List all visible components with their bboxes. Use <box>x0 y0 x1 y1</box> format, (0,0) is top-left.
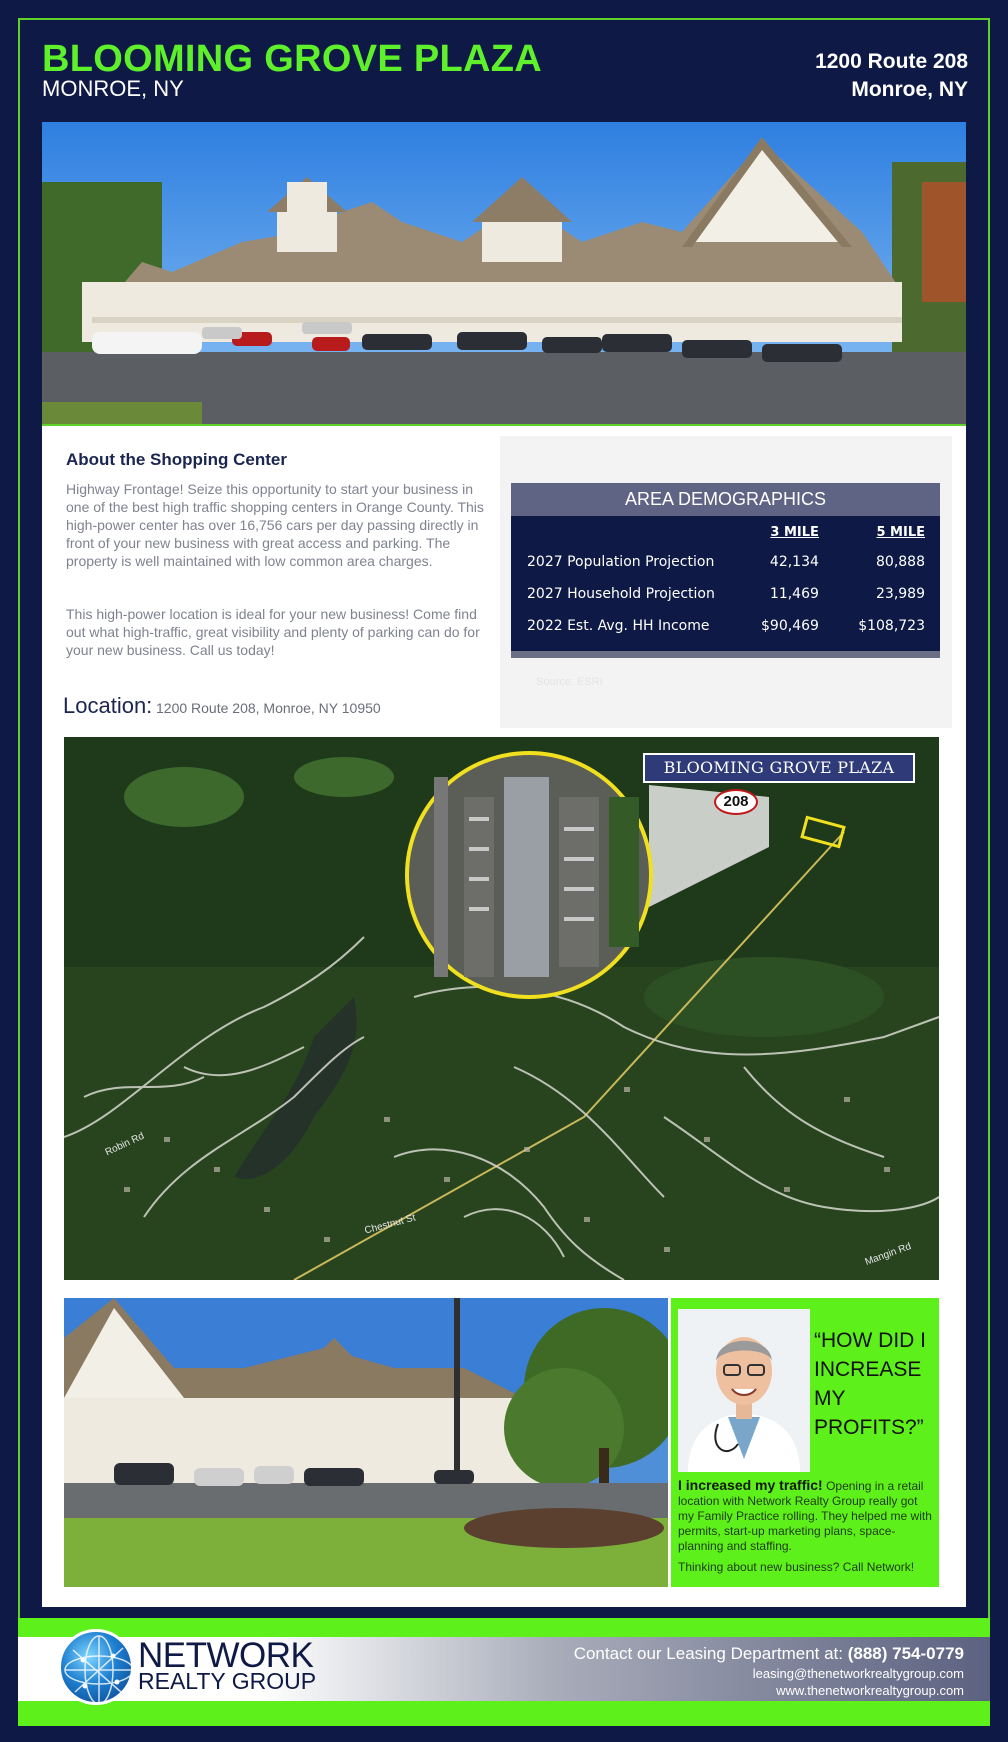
address-line-2: Monroe, NY <box>851 78 968 101</box>
about-paragraph-1: Highway Frontage! Seize this opportunity to start your business in one of the best high traffic shopping centers in Orange County. This high-power center has over 16,756 cars per day passing directly in front of your new business with great access and parking. The property is well maintained with low common area charges. <box>66 481 484 569</box>
column-header-3-mile: 3 MILE <box>770 525 819 540</box>
location-label: Location: <box>63 693 153 718</box>
page-subtitle: MONROE, NY <box>42 76 184 101</box>
aerial-map <box>64 737 939 1280</box>
testimonial-text: Opening in a retail location with Network Realty Group really got my Family Practice rolling. They helped me with permits, start-up marketing plans, space-planning and staffing. <box>678 1479 932 1553</box>
phone-number[interactable]: (888) 754-0779 <box>847 1644 964 1663</box>
website-link[interactable]: www.thenetworkrealtygroup.com <box>776 1683 964 1698</box>
table-row <box>527 578 925 610</box>
row-value-3-mile: $90,469 <box>761 618 819 634</box>
map-banner: BLOOMING GROVE PLAZA <box>643 753 915 783</box>
page-title: BLOOMING GROVE PLAZA <box>42 38 542 80</box>
row-value-5-mile: 23,989 <box>876 586 925 602</box>
email-link[interactable]: leasing@thenetworkrealtygroup.com <box>752 1666 964 1681</box>
doctor-photo <box>678 1309 810 1472</box>
row-label: 2022 Est. Avg. HH Income <box>527 618 710 634</box>
logo-text-realty-group: REALTY GROUP <box>138 1668 317 1694</box>
demographics-table <box>511 483 940 658</box>
column-header-5-mile: 5 MILE <box>876 525 925 540</box>
testimonial-lead: I increased my traffic! <box>678 1477 823 1493</box>
table-row <box>527 546 925 578</box>
demographics-heading: AREA DEMOGRAPHICS <box>511 483 940 516</box>
about-paragraph-2: This high-power location is ideal for your new business! Come find out what high-traffic, great visibility and plenty of parking can do for your new business. Call us today! <box>66 606 480 658</box>
testimonial-quote: “HOW DID I INCREASE MY PROFITS?” <box>814 1329 926 1439</box>
row-value-3-mile: 42,134 <box>769 554 819 570</box>
logo-text-network: NETWORK <box>138 1636 314 1675</box>
testimonial-cta: Thinking about new business? Call Network! <box>678 1560 915 1574</box>
row-label: 2027 Household Projection <box>527 586 715 602</box>
table-row <box>527 610 925 642</box>
contact-line <box>574 1644 964 1664</box>
address-line-1: 1200 Route 208 <box>815 50 968 73</box>
map-street-label: Chestnut St <box>363 1212 417 1237</box>
map-street-label: Robin Rd <box>103 1130 147 1159</box>
location-address: 1200 Route 208, Monroe, NY 10950 <box>156 700 381 716</box>
row-value-3-mile: 11,469 <box>769 586 819 602</box>
testimonial-panel <box>671 1298 939 1587</box>
contact-text: Contact our Leasing Department at: <box>573 1644 848 1663</box>
demographics-grid <box>527 525 925 642</box>
globe-logo-icon <box>58 1629 134 1705</box>
demographics-source: Source: ESRI <box>536 676 603 688</box>
route-shield-icon: 208 <box>714 789 758 815</box>
map-street-label: Mangin Rd <box>863 1241 913 1268</box>
row-label: 2027 Population Projection <box>527 554 715 570</box>
about-heading: About the Shopping Center <box>66 450 287 469</box>
testimonial-body <box>678 1478 934 1554</box>
row-value-5-mile: 80,888 <box>876 554 925 570</box>
page-header <box>40 38 968 118</box>
row-value-5-mile: $108,723 <box>858 618 925 634</box>
plaza-photo <box>64 1298 668 1587</box>
hero-photo <box>42 122 966 426</box>
